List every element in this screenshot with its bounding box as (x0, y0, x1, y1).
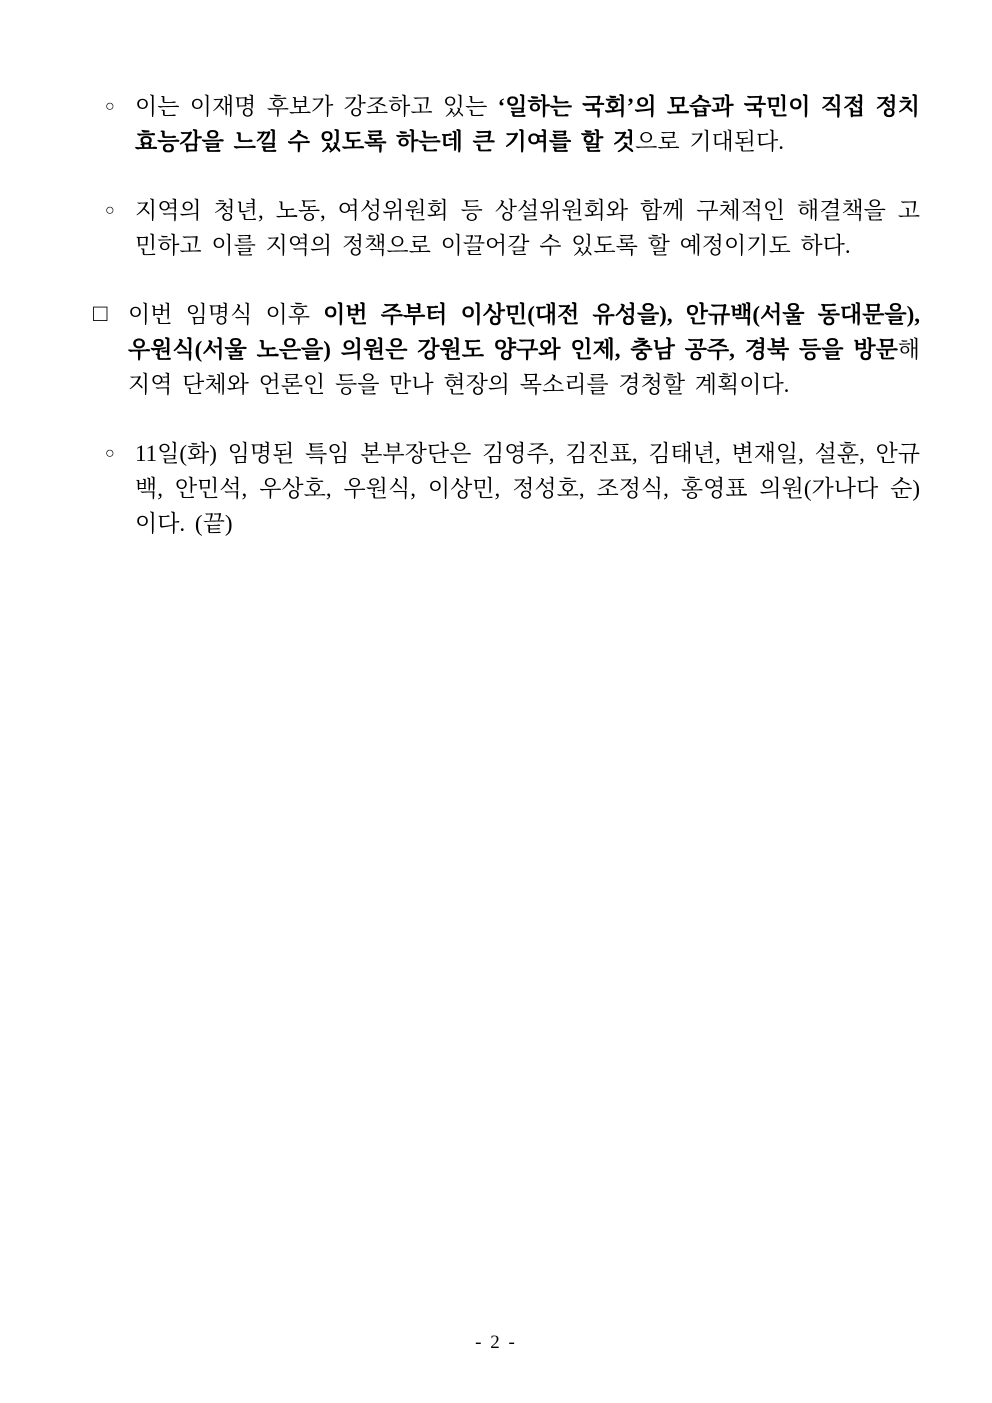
paragraph-2-text (135, 193, 920, 263)
text-segment: 이는 이재명 후보가 강조하고 있는 (135, 94, 498, 119)
paragraph-2 (0, 193, 920, 263)
circle-bullet-icon: ○ (105, 98, 115, 115)
square-bullet-icon: □ (93, 301, 108, 327)
text-segment-bold: ‘일하는 국회’의 모습과 국민이 직접 정치효능감을 느낄 수 있도록 하는데 큰 기여를 할 것 (135, 94, 920, 154)
text-segment: 11일(화) 임명된 특임 본부장단은 김영주, 김진표, 김태년, 변재일, 설훈, 안규백, 안민석, 우상호, 우원식, 이상민, 정성호, 조정식, 홍영표 의원(가나다 순)이다. (끝) (135, 441, 920, 536)
paragraph-3 (0, 297, 920, 402)
paragraph-1-text (135, 89, 920, 159)
document-body (0, 0, 992, 541)
text-segment: 으로 기대된다. (635, 129, 784, 154)
page-number: - 2 - (475, 1332, 517, 1353)
paragraph-3-text (128, 297, 920, 402)
paragraph-1 (0, 89, 920, 159)
text-segment-bold: 이번 주부터 이상민(대전 유성을), 안규백(서울 동대문을), 우원식(서울 노은을) 의원은 강원도 양구와 인제, 충남 공주, 경북 등을 방문 (128, 302, 920, 362)
paragraph-4-text (135, 436, 920, 541)
text-segment: 지역의 청년, 노동, 여성위원회 등 상설위원회와 함께 구체적인 해결책을 고민하고 이를 지역의 정책으로 이끌어갈 수 있도록 할 예정이기도 하다. (135, 198, 920, 258)
circle-bullet-icon: ○ (105, 202, 115, 219)
paragraph-4 (0, 436, 920, 541)
text-segment: 이번 임명식 이후 (128, 302, 324, 327)
circle-bullet-icon: ○ (105, 445, 115, 462)
text-segment: 해 지역 단체와 언론인 등을 만나 현장의 목소리를 경청할 계획이다. (128, 337, 920, 397)
